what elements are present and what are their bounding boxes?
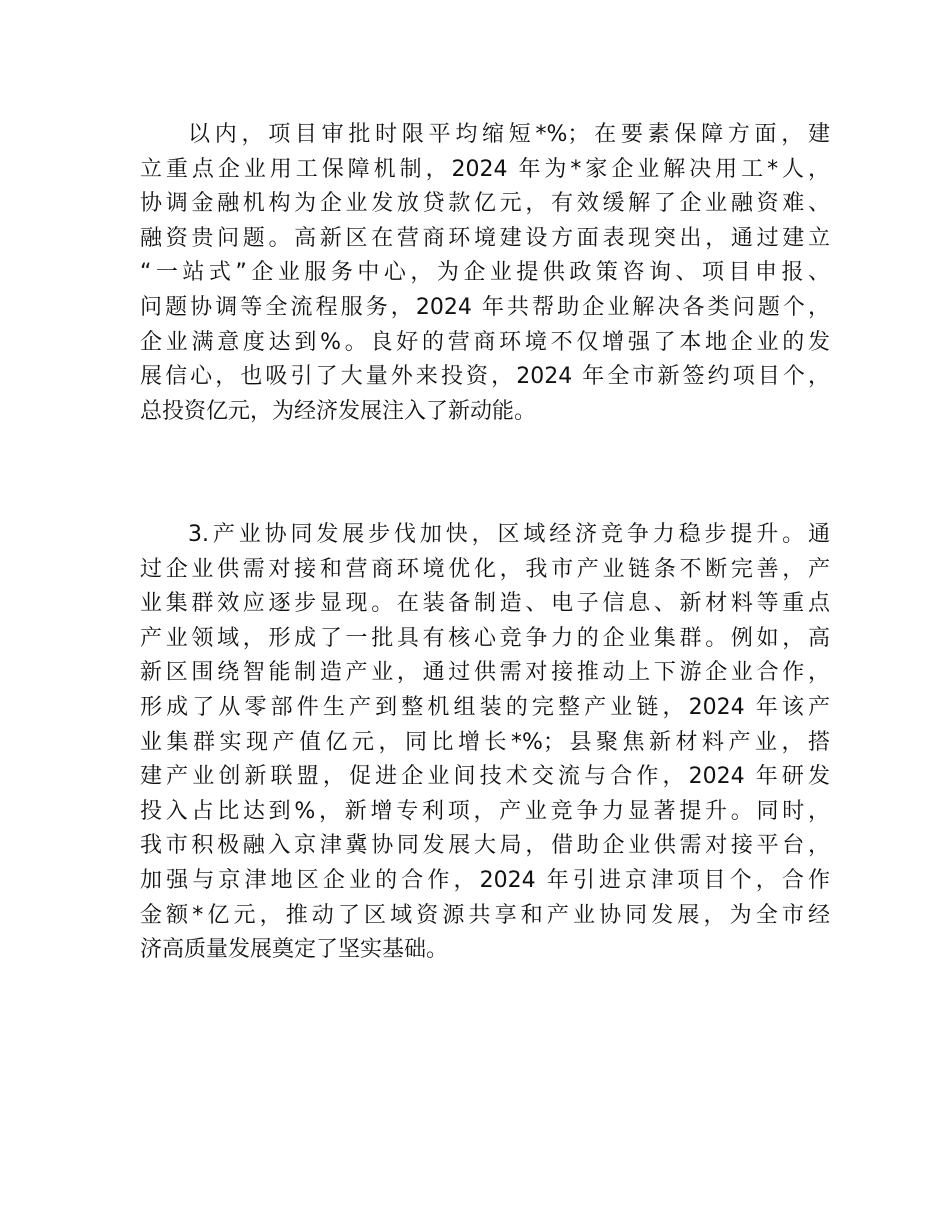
text-line: 总投资亿元，为经济发展注入了新动能。: [140, 398, 537, 424]
text-line: 形成了从零部件生产到整机组装的完整产业链，2024 年该产: [140, 694, 830, 720]
text-line: 投入占比达到%，新增专利项，产业竞争力显著提升。同时，: [140, 798, 830, 824]
text-line: “一站式”企业服务中心，为企业提供政策咨询、项目申报、: [140, 260, 830, 286]
text-line: 业集群效应逐步显现。在装备制造、电子信息、新材料等重点: [140, 591, 830, 617]
text-line: 新区围绕智能制造产业，通过供需对接推动上下游企业合作，: [140, 660, 830, 686]
paragraph-industrial-coordination: [140, 518, 830, 968]
text-line: 济高质量发展奠定了坚实基础。: [140, 937, 449, 963]
text-line: 企业满意度达到%。良好的营商环境不仅增强了本地企业的发: [140, 329, 830, 355]
text-line: 建产业创新联盟，促进企业间技术交流与合作，2024 年研发: [140, 764, 830, 790]
text-line: 业集群实现产值亿元，同比增长*%；县聚焦新材料产业，搭: [140, 729, 830, 755]
text-line: 金额*亿元，推动了区域资源共享和产业协同发展，为全市经: [140, 902, 830, 928]
text-line: 3.产业协同发展步伐加快，区域经济竞争力稳步提升。通: [188, 522, 830, 547]
text-line: 立重点企业用工保障机制，2024 年为*家企业解决用工*人，: [140, 156, 830, 182]
text-line: 过企业供需对接和营商环境优化，我市产业链条不断完善，产: [140, 556, 830, 582]
text-line: 以内，项目审批时限平均缩短*%；在要素保障方面，建: [188, 122, 830, 147]
text-line: 问题协调等全流程服务，2024 年共帮助企业解决各类问题个，: [140, 294, 830, 320]
text-line: 我市积极融入京津冀协同发展大局，借助企业供需对接平台，: [140, 833, 830, 859]
text-line: 展信心，也吸引了大量外来投资，2024 年全市新签约项目个，: [140, 364, 830, 390]
text-line: 加强与京津地区企业的合作，2024 年引进京津项目个，合作: [140, 867, 830, 893]
text-line: 协调金融机构为企业发放贷款亿元，有效缓解了企业融资难、: [140, 191, 830, 217]
paragraph-business-environment: [140, 118, 830, 429]
text-line: 融资贵问题。高新区在营商环境建设方面表现突出，通过建立: [140, 225, 830, 251]
text-line: 产业领域，形成了一批具有核心竞争力的企业集群。例如，高: [140, 625, 830, 651]
